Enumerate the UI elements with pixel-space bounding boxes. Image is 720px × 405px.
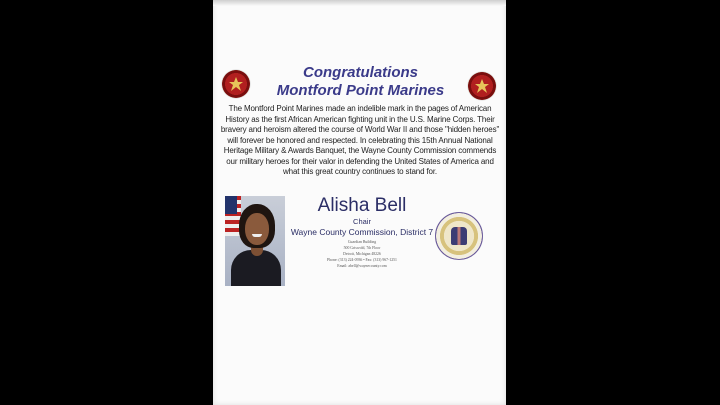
- signatory-name: Alisha Bell: [317, 195, 407, 216]
- address-line: 500 Griswold, 7th Floor: [343, 246, 381, 250]
- signatory-title: Chair: [353, 217, 371, 226]
- signatory-organization: Wayne County Commission, District 7: [290, 227, 434, 237]
- heading-line-1: Congratulations: [303, 64, 418, 81]
- address-line: Detroit, Michigan 48226: [343, 252, 381, 256]
- document-heading: [243, 64, 478, 100]
- portrait-photo: [225, 196, 285, 286]
- scanned-document: [213, 0, 506, 405]
- contact-line: Phone: (313) 224-0936 • Fax: (313) 967-1251: [327, 258, 397, 262]
- wayne-county-seal-icon: [435, 212, 483, 260]
- commendation-text: The Montford Point Marines made an indelible mark in the pages of American History as the first African American fighting unit in the U.S. Marine Corps. Their bravery and heroism altered the course of World War II and those "hidden heroes" will forever be honored and respected. In celebrating this 15th Annual National Heritage Military & Awards Banquet, the Wayne County Commission commends our military heroes for their valor in defending the United States of America and what this great country continues to stand for.: [220, 104, 500, 176]
- address-line: Guardian Building: [347, 240, 377, 244]
- marine-emblem-icon: [468, 72, 496, 100]
- email-line: Email: abell@waynecounty.com: [337, 264, 387, 268]
- heading-line-2: Montford Point Marines: [276, 82, 445, 99]
